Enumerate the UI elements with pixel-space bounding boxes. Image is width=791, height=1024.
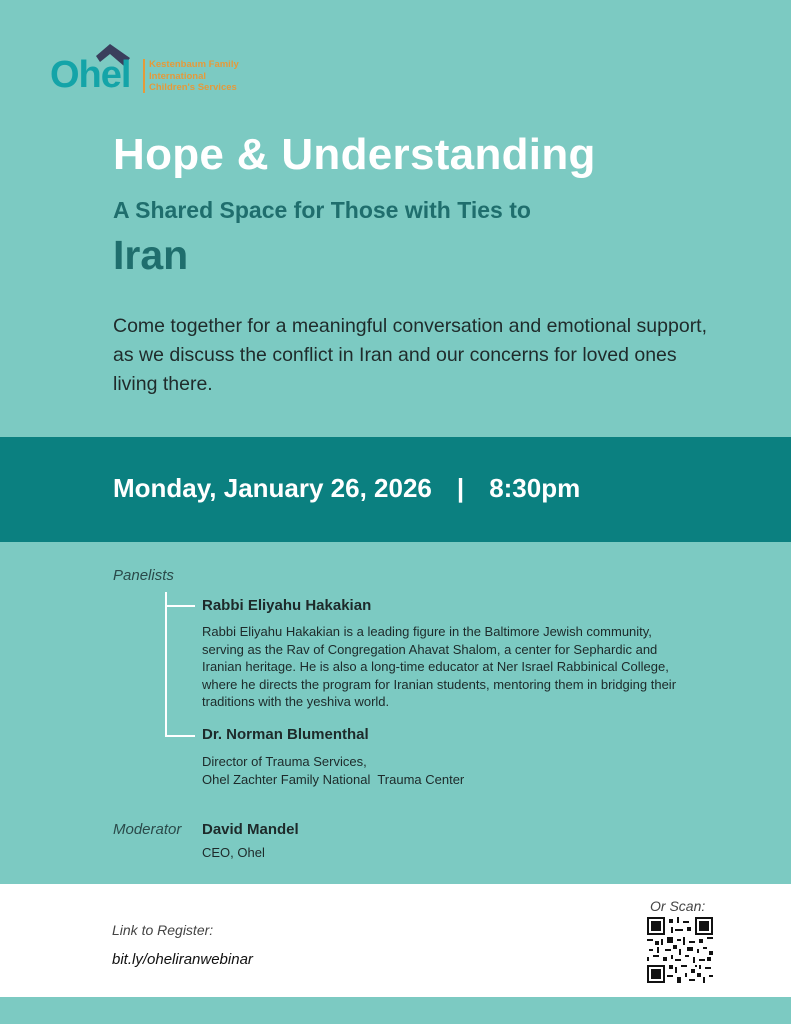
panelist-bio xyxy=(202,753,692,788)
scan-label: Or Scan: xyxy=(650,898,706,914)
event-description: Come together for a meaningful conversation and emotional support, as we discuss the conflict in Iran and our concerns for loved ones living there. xyxy=(113,315,708,395)
panelist-bio-line: Ohel Zachter Family National Trauma Center xyxy=(202,771,465,787)
bottom-strip xyxy=(0,997,791,1024)
date-separator: | xyxy=(456,473,465,503)
register-label: Link to Register: xyxy=(112,922,214,938)
moderator-role: CEO, Ohel xyxy=(202,845,265,860)
date-time xyxy=(113,473,580,504)
page-title: Hope & Understanding xyxy=(113,130,596,179)
date-band xyxy=(0,437,791,542)
panelists-label: Panelists xyxy=(113,567,174,584)
subtitle-emphasis: Iran xyxy=(113,232,189,278)
moderator-label: Moderator xyxy=(113,821,182,838)
logo-tagline-line: Kestenbaum Family xyxy=(149,59,239,70)
panelist-bio-line: Director of Trauma Services, xyxy=(202,754,367,769)
tree-line xyxy=(165,592,167,736)
tree-branch xyxy=(165,735,195,737)
tree-branch xyxy=(165,605,195,607)
panelist-bio: Rabbi Eliyahu Hakakian is a leading figure in the Baltimore Jewish community, serving as the Rav of Congregation Ahavat Shalom, a center for Sephardic and Iranian heritage. He is also a long-time educator at Ner Israel Rabbinical College, where he directs the program for Iranian students, mentoring them in bridging their traditions with the yeshiva world. xyxy=(202,624,677,709)
logo-tagline-line: Children's Services xyxy=(149,82,237,93)
logo-wordmark: Ohel xyxy=(50,54,131,96)
moderator-name: David Mandel xyxy=(202,821,299,838)
logo-divider xyxy=(143,59,145,93)
panelist-name: Rabbi Eliyahu Hakakian xyxy=(202,597,372,614)
event-date: Monday, January 26, 2026 xyxy=(113,473,432,503)
qr-code-icon[interactable] xyxy=(647,917,713,983)
footer xyxy=(0,884,791,997)
register-link[interactable]: bit.ly/oheliranwebinar xyxy=(112,951,253,968)
subtitle: A Shared Space for Those with Ties to xyxy=(113,197,531,223)
ohel-logo xyxy=(50,42,310,97)
logo-tagline xyxy=(149,59,239,94)
event-time: 8:30pm xyxy=(489,473,581,503)
logo-tagline-line: International xyxy=(149,70,207,82)
panelist-name: Dr. Norman Blumenthal xyxy=(202,726,369,743)
